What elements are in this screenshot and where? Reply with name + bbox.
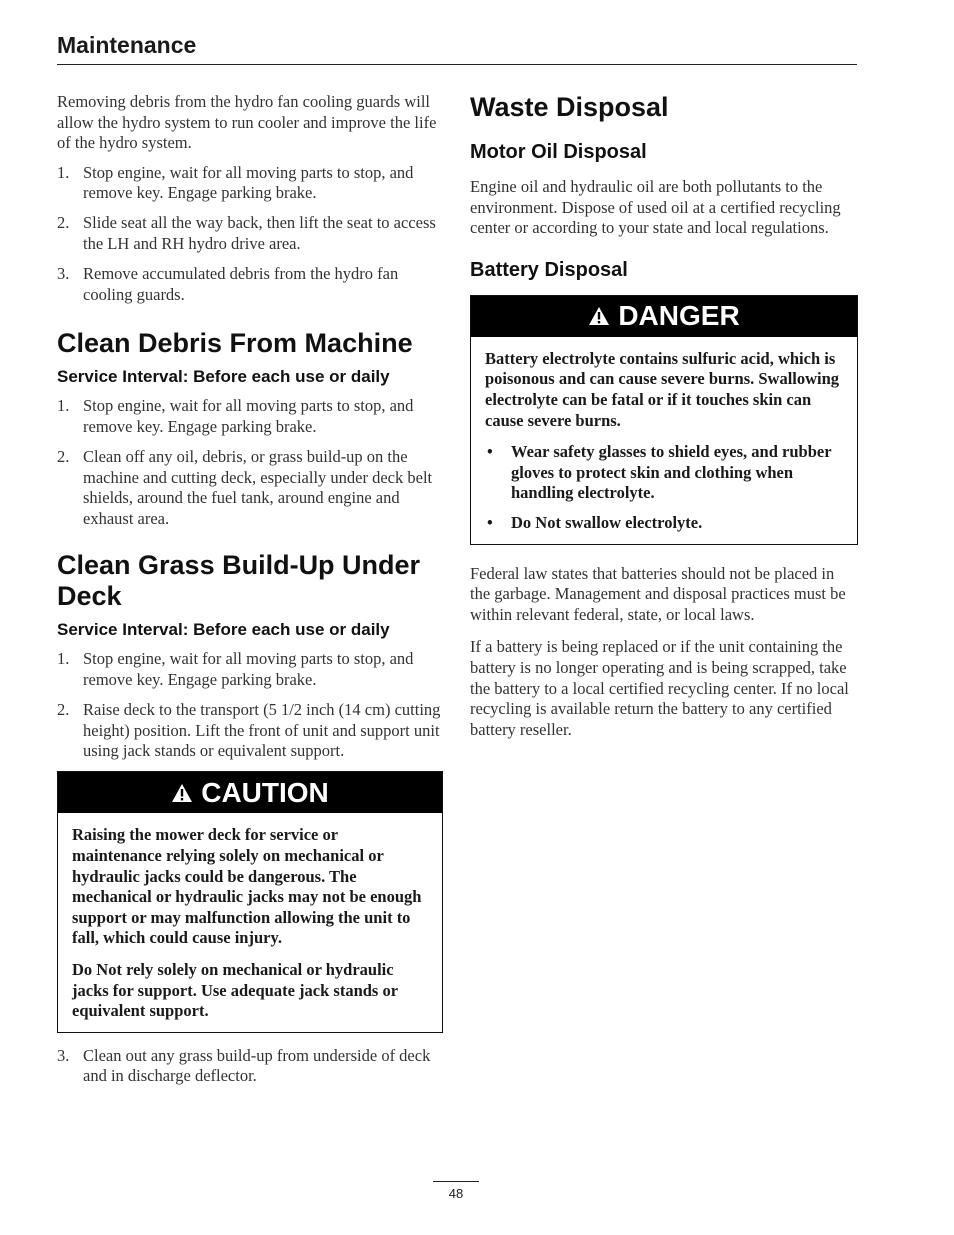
clean-grass-heading: Clean Grass Build-Up Under Deck [57, 550, 421, 612]
danger-header-bar [471, 296, 857, 337]
list-item: • Do Not swallow electrolyte. [487, 512, 703, 532]
header-divider [57, 64, 857, 65]
service-interval: Service Interval: Before each use or daily [57, 367, 390, 387]
list-item: 3. Clean out any grass build-up from underside of deck and in discharge deflector. [57, 1045, 431, 1086]
danger-box [470, 295, 858, 545]
battery-disposal-heading: Battery Disposal [470, 258, 628, 281]
intro-steps-list [57, 163, 443, 306]
motor-oil-paragraph: Engine oil and hydraulic oil are both pollutants to the environment. Dispose of used oil at a certified recycling center or according to your state and local regulations. [470, 177, 841, 238]
list-item: 1. Stop engine, wait for all moving parts to stop, and remove key. Engage parking brake. [57, 396, 414, 436]
danger-bullets [485, 442, 843, 533]
clean-grass-steps [57, 649, 443, 761]
caution-label: CAUTION [201, 776, 329, 808]
danger-label: DANGER [618, 300, 740, 332]
left-column [57, 92, 443, 1096]
danger-paragraph: Battery electrolyte contains sulfuric acid, which is poisonous and can cause severe burns. Swallowing electrolyte can be fatal or if it touches skin can cause severe burns. [485, 348, 840, 430]
footer-divider [433, 1181, 479, 1182]
list-item: 2. Slide seat all the way back, then lift the seat to access the LH and RH hydro drive area. [57, 213, 436, 254]
battery-law-paragraph: Federal law states that batteries should not be placed in the garbage. Management and disposal practices must be within relevant federal, state, or local laws. [470, 563, 846, 624]
list-item: • Wear safety glasses to shield eyes, and rubber gloves to protect skin and clothing when handling electrolyte. [487, 442, 832, 503]
clean-grass-final-step [57, 1046, 443, 1087]
right-column [470, 92, 858, 749]
intro-paragraph: Removing debris from the hydro fan cooling guards will allow the hydro system to run cooler and improve the life of the hydro system. [57, 92, 437, 153]
list-item: 1. Stop engine, wait for all moving parts to stop, and remove key. Engage parking brake. [57, 649, 414, 689]
caution-paragraph: Raising the mower deck for service or maintenance relying solely on mechanical or hydraulic jacks could be dangerous. The mechanical or hydraulic jacks may not be enough support or may malfunction allowing the unit to fall, which could cause injury. [72, 825, 422, 948]
clean-debris-heading: Clean Debris From Machine [57, 328, 413, 359]
motor-oil-heading: Motor Oil Disposal [470, 141, 647, 163]
warning-triangle-icon [171, 783, 193, 803]
list-item: 2. Raise deck to the transport (5 1/2 inch (14 cm) cutting height) position. Lift the front of unit and support unit using jack stands or equivalent support. [57, 700, 441, 761]
warning-triangle-icon [588, 306, 610, 326]
list-item: 2. Clean off any oil, debris, or grass build-up on the machine and cutting deck, especially under deck belt shields, around the fuel tank, around engine and exhaust area. [57, 447, 433, 528]
section-header-title: Maintenance [57, 32, 197, 58]
danger-body [471, 337, 857, 544]
page-number: 48 [448, 1186, 464, 1201]
waste-disposal-heading: Waste Disposal [470, 92, 669, 122]
list-item: 3. Remove accumulated debris from the hydro fan cooling guards. [57, 264, 399, 304]
battery-recycling-paragraph: If a battery is being replaced or if the unit containing the battery is no longer operating and is being scrapped, take the battery to a local certified recycling center. If no local recycling is available return the battery to any certified battery reseller. [470, 637, 849, 739]
caution-paragraph: Do Not rely solely on mechanical or hydraulic jacks for support. Use adequate jack stands or equivalent support. [72, 959, 398, 1021]
service-interval: Service Interval: Before each use or daily [57, 620, 390, 640]
caution-header-bar [58, 772, 442, 813]
caution-box [57, 771, 443, 1032]
clean-debris-steps [57, 396, 443, 529]
list-item: 1. Stop engine, wait for all moving parts to stop, and remove key. Engage parking brake. [57, 162, 414, 203]
caution-body [58, 813, 442, 1031]
